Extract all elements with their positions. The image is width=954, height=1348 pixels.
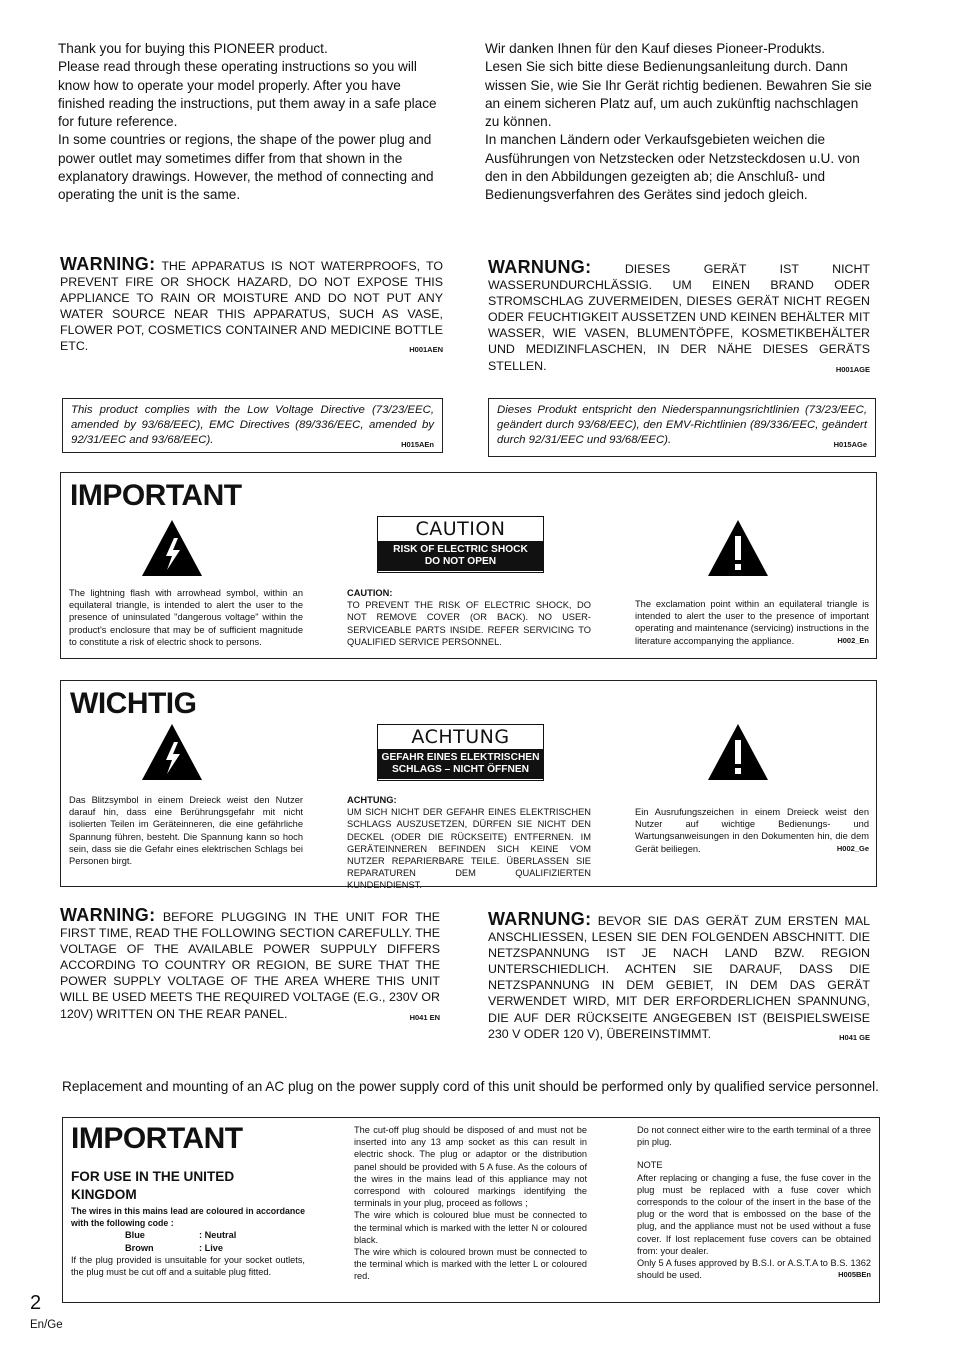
warning-heading: WARNUNG: [488,257,592,277]
doc-code: H001AEN [409,345,443,355]
exclamation-explanation [635,598,869,647]
exclamation-explanation [635,806,869,855]
compliance-box-en [62,398,443,453]
doc-code: H041 GE [839,1032,870,1042]
caution-label-subtitle: GEFAHR EINES ELEKTRISCHEN SCHLAGS – NICHT ÖFFNEN [378,749,543,779]
caution-label [377,724,544,781]
doc-code: H041 EN [409,1012,440,1022]
page-number: 2 [30,1292,42,1314]
warning-heading: WARNUNG: [488,909,592,929]
caution-block [347,587,591,648]
exclamation-triangle-icon [706,722,770,782]
doc-code: H001AGE [835,364,870,374]
caution-label-subtitle: RISK OF ELECTRIC SHOCK DO NOT OPEN [378,541,543,571]
intro-german: Wir danken Ihnen für den Kauf dieses Pioneer-Produkts. Lesen Sie sich bitte diese Bedienungsanleitung durch. Dann wissen Sie, wie Sie Ihr Gerät richtig bedienen. Bewahren Sie sie an einem sicheren Platz auf, um auch zukünftig nachschlagen zu können. In manchen Ländern oder Verkaufsgebieten weichen die Ausführungen von Netzstecken oder Netzsteckdosen u.U. von den in den Abbildungen gezeigten ab; die Anschluß- und Bedienungsverfahren des Gerätes sind jedoch gleich. [485,41,872,203]
important-box-en [60,472,877,659]
warning-heading: WARNING: [60,905,156,925]
caution-heading: CAUTION: [347,588,393,598]
important-box-uk [62,1117,880,1303]
important-title: IMPORTANT [71,1122,243,1155]
warning-voltage-ge [488,911,870,1046]
uk-col3-p1: Do not connect either wire to the earth terminal of a three pin plug. [637,1125,871,1148]
warning-waterproof-en [60,256,443,359]
uk-col2-p1: The cut-off plug should be disposed of and must not be inserted into any 13 amp socket as this can result in electric shock. The plug or adaptor or the distribution panel should be provided with 5 A fuse. As the colours of the wires in the mains lead of this appliance may not correspond with coloured markings identifying the terminals in your plug, proceed as follows ; [354,1125,587,1209]
caution-label-title: ACHTUNG [411,726,510,748]
lightning-triangle-icon [140,518,204,578]
important-title: IMPORTANT [70,479,242,512]
warning-text: BEFORE PLUGGING IN THE UNIT FOR THE FIRST TIME, READ THE FOLLOWING SECTION CAREFULLY. THE VOLTAGE OF THE AVAILABLE POWER SUPPULY DIFFERS ACCORDING TO COUNTRY OR REGION, BE SURE THAT THE POWER SUPPLY VOLTAGE OF THE AREA WHERE THIS UNIT WILL BE USED MEETS THE REQUIRED VOLTAGE (E.G., 230V OR 120V) WRITTEN ON THE REAR PANEL. [60,910,440,1021]
exclamation-text: The exclamation point within an equilateral triangle is intended to alert the user to the presence of important operating and maintenance (servicing) instructions in the literature accompanying the appliance. [635,599,869,646]
caution-block [347,794,591,892]
lightning-explanation: The lightning flash with arrowhead symbol, within an equilateral triangle, is intended to alert the user to the presence of uninsulated "dangerous voltage" within the product's enclosure that may be of sufficient magnitude to constitute a risk of electric shock to persons. [69,588,303,647]
doc-code: H015AEn [401,440,434,449]
compliance-text: Dieses Produkt entspricht den Niederspannungsrichtlinien (73/23/EEC, geändert durch 93/68/EEC), den EMV-Richtlinien (89/336/EEC, geändert durch 92/31/EEC und 93/68/EEC). [497,404,867,446]
plug-replacement-note: Replacement and mounting of an AC plug on the power supply cord of this unit should be performed only by qualified service personnel. [62,1079,879,1094]
caution-text: UM SICH NICHT DER GEFAHR EINES ELEKTRISCHEN SCHLAGS AUSZUSETZEN, DÜRFEN SIE NICHT DEN DECKEL (ODER DIE RÜCKSEITE) ENTFERNEN. IM GERÄTEINNEREN BEFINDEN SICH KEINE VOM NUTZER REPARIERBARE TEILE. ÜBERLASSEN SIE REPARATUREN DEM QUALIFIZIERTEN KUNDENDIENST. [347,807,591,891]
uk-col3-p3: Only 5 A fuses approved by B.S.I. or A.S.T.A to B.S. 1362 should be used. [637,1258,871,1281]
exclamation-triangle-icon [706,518,770,578]
exclamation-text: Ein Ausrufungszeichen in einem Dreieck weist den Nutzer auf wichtige Bedienungs- und Wartungsanweisungen in den Dokumenten hin, die dem Gerät beiliegen. [635,807,869,854]
caution-text: TO PREVENT THE RISK OF ELECTRIC SHOCK, DO NOT REMOVE COVER (OR BACK). NO USER-SERVICEABLE PARTS INSIDE. REFER SERVICING TO QUALIFIED SERVICE PERSONNEL. [347,600,591,647]
wire-brown-label: Brown [125,1242,154,1253]
wire-blue [71,1229,305,1241]
uk-col2-p2: The wire which is coloured blue must be connected to the terminal which is marked with the letter N or coloured black. [354,1210,587,1245]
warning-text: BEVOR SIE DAS GERÄT ZUM ERSTEN MAL ANSCHLIESSEN, LESEN SIE DEN FOLGENDEN ABSCHNITT. DIE NETZSPANNUNG IST JE NACH LAND BZW. REGION UNTERSCHIEDLICH. ACHTEN SIE DARAUF, DASS DIE NETZSPANNUNG IN DEM GEBIET, IN DEM DAS GERÄT VERWENDET WIRD, MIT DER ERFORDERLICHEN SPANNUNG, DIE AUF DER RÜCKSEITE ANGEGEBEN IST (BEISPIELSWEISE 230 V ODER 120 V), ÜBEREINSTIMMT. [488,914,870,1041]
warning-voltage-en [60,907,440,1026]
uk-col3-p2: After replacing or changing a fuse, the fuse cover in the plug must be replaced with a fuse cover which corresponds to the colour of the insert in the base of the plug or the word that is embossed on the base of the plug, and the appliance must not be used without a fuse cover. If lost replacement fuse covers can be obtained from: your dealer. [637,1172,871,1256]
warning-heading: WARNING: [60,254,156,274]
doc-code: H005BEn [838,1270,871,1280]
lightning-triangle-icon [140,722,204,782]
uk-note-heading: NOTE [637,1160,663,1171]
warning-text: THE APPARATUS IS NOT WATERPROOFS, TO PREVENT FIRE OR SHOCK HAZARD, DO NOT EXPOSE THIS APPLIANCE TO RAIN OR MOISTURE AND DO NOT PUT ANY WATER SOURCE NEAR THIS APPARATUS, SUCH AS VASE, FLOWER POT, COSMETICS CONTAINER AND MEDICINE BOTTLE ETC. [60,259,444,354]
doc-code: H015AGe [833,440,867,449]
uk-column-1 [71,1205,305,1278]
caution-heading: ACHTUNG: [347,795,397,805]
warning-waterproof-ge [488,259,870,378]
warning-text: DIESES GERÄT IST NICHT WASSERUNDURCHLÄSSIG. UM EINEN BRAND ODER STROMSCHLAG ZUVERMEIDEN, DIESES GERÄT NICHT REGEN ODER FEUCHTIGKEIT AUSSETZEN UND KEINEN BEHÄLTER MIT WASSER, WIE VASEN, BLUMENTÖPFE, KOSMETIKBEHÄLTER UND MEDIZINFLASCHEN, IN DER NÄHE DIESES GERÄTS STELLEN. [488,262,870,373]
important-box-ge [60,680,877,891]
doc-code: H002_En [837,635,869,645]
important-title: WICHTIG [70,687,197,720]
intro-english: Thank you for buying this PIONEER product. Please read through these operating instructions so you will know how to operate your model properly. After you have finished reading the instructions, put them away in a safe place for future reference. In some countries or regions, the shape of the power plug and power outlet may sometimes differ from that shown in the explanatory drawings. However, the method of connecting and operating the unit is the same. [58,41,437,203]
compliance-text: This product complies with the Low Voltage Directive (73/23/EEC, amended by 93/68/EEC), EMC Directives (89/336/EEC, amended by 92/31/EEC and 93/68/EEC). [71,404,434,446]
uk-subtitle: FOR USE IN THE UNITED KINGDOM [71,1169,235,1202]
doc-code: H002_Ge [836,843,869,853]
wire-blue-value: : Neutral [199,1230,237,1241]
lightning-explanation: Das Blitzsymbol in einem Dreieck weist den Nutzer darauf hin, dass eine Berührungsgefahr mit nicht isolierten Teilen im Geräteinneren, die eine gefährliche Spannung führen, besteht. Die Spannung kann so hoch sein, dass sie die Gefahr eines elektrischen Schlags bei Personen birgt. [69,795,303,867]
wire-colour-intro: The wires in this mains lead are coloured in accordance with the following code : [71,1206,305,1229]
caution-label [377,516,544,573]
uk-col1-text: If the plug provided is unsuitable for your socket outlets, the plug must be cut off and a suitable plug fitted. [71,1254,305,1278]
uk-col2-p3: The wire which is coloured brown must be connected to the terminal which is marked with the letter L or coloured red. [354,1247,587,1282]
caution-label-title: CAUTION [415,518,506,540]
uk-column-2 [354,1124,587,1283]
wire-blue-label: Blue [125,1230,145,1241]
uk-column-3 [637,1124,871,1281]
compliance-box-ge [488,398,876,457]
wire-brown [71,1242,305,1254]
wire-brown-value: : Live [199,1242,223,1253]
page-language: En/Ge [30,1319,63,1331]
